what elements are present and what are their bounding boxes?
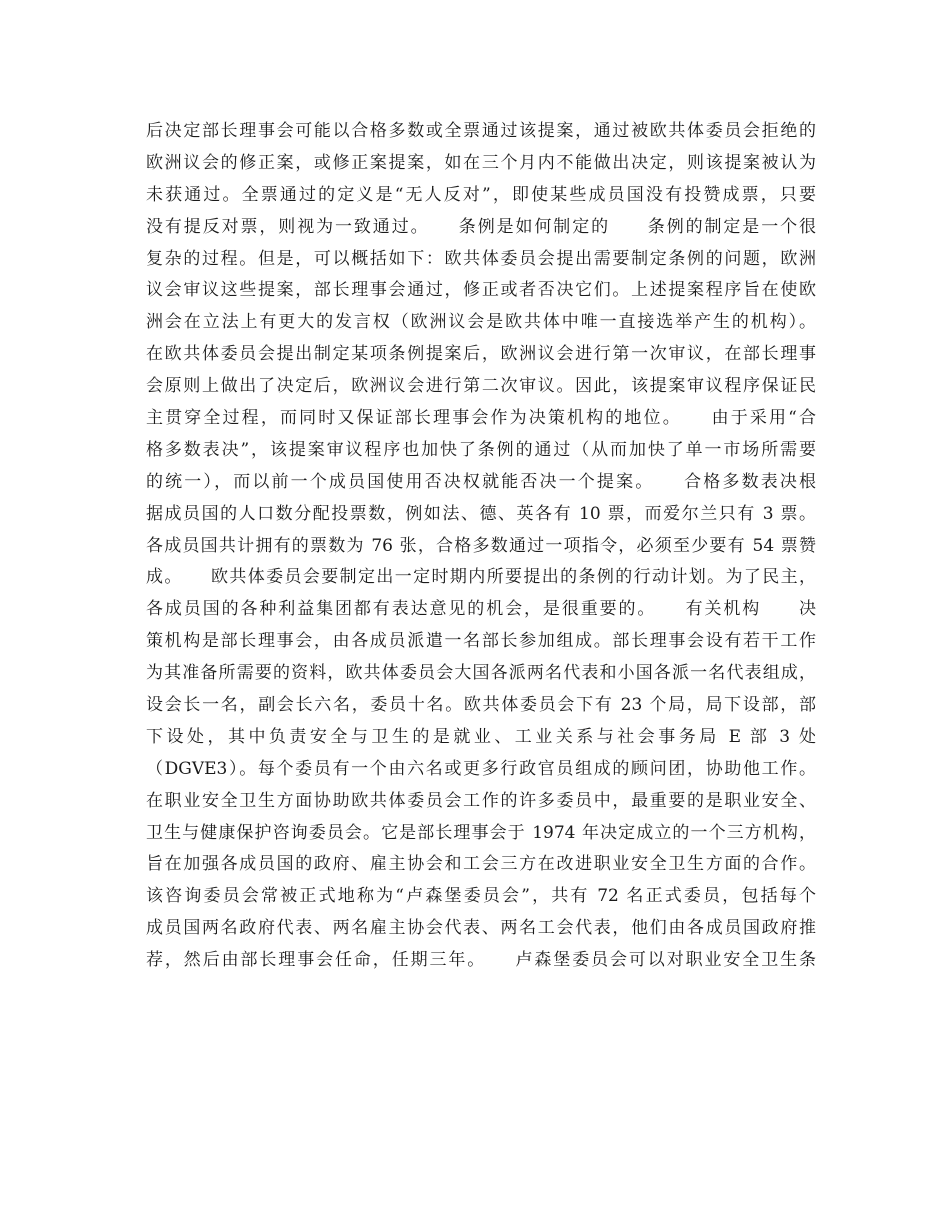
text-line: 成员国两名政府代表、两名雇主协会代表、两名工会代表，他们由各成员国政府推 [146,918,816,939]
text-line: 下设处，其中负责安全与卫生的是就业、工业关系与社会事务局 E 部 3 处 [146,726,816,747]
text-line: 复杂的过程。但是，可以概括如下：欧共体委员会提出需要制定条例的问题，欧洲 [146,248,816,269]
body-text [146,116,816,977]
text-line: 在欧共体委员会提出制定某项条例提案后，欧洲议会进行第一次审议，在部长理事 [146,344,816,365]
text-line: 会原则上做出了决定后，欧洲议会进行第二次审议。因此，该提案审议程序保证民 [146,376,816,397]
text-line: 欧洲议会的修正案，或修正案提案，如在三个月内不能做出决定，则该提案被认为 [146,152,816,173]
text-line: 该咨询委员会常被正式地称为“卢森堡委员会”，共有 72 名正式委员，包括每个 [146,886,816,907]
text-line: 主贯穿全过程，而同时又保证部长理事会作为决策机构的地位。 由于采用“合 [146,408,816,429]
text-line: 设会长一名，副会长六名，委员十名。欧共体委员会下有 23 个局，局下设部，部 [146,695,816,716]
text-line: 议会审议这些提案，部长理事会通过，修正或者否决它们。上述提案程序旨在使欧 [146,280,816,301]
text-line: 各成员国的各种利益集团都有表达意见的机会，是很重要的。 有关机构 决 [146,599,816,620]
text-line: 荐，然后由部长理事会任命，任期三年。 卢森堡委员会可以对职业安全卫生条 [146,950,816,971]
text-line: 卫生与健康保护咨询委员会。它是部长理事会于 1974 年决定成立的一个三方机构， [146,822,816,843]
text-line: 在职业安全卫生方面协助欧共体委员会工作的许多委员中，最重要的是职业安全、 [146,790,816,811]
text-line: 的统一），而以前一个成员国使用否决权就能否决一个提案。 合格多数表决根 [146,471,816,492]
text-line: 各成员国共计拥有的票数为 76 张，合格多数通过一项指令，必须至少要有 54 票赞 [146,535,816,556]
text-line: 后决定部长理事会可能以合格多数或全票通过该提案，通过被欧共体委员会拒绝的 [146,121,816,141]
text-line: 策机构是部长理事会，由各成员派遣一名部长参加组成。部长理事会设有若干工作 [146,631,816,652]
text-line: 成。 欧共体委员会要制定出一定时期内所要提出的条例的行动计划。为了民主， [146,567,816,588]
text-line: 为其准备所需要的资料，欧共体委员会大国各派两名代表和小国各派一名代表组成， [146,663,816,684]
text-line: 未获通过。全票通过的定义是“无人反对”，即使某些成员国没有投赞成票，只要 [146,184,816,205]
text-line: 没有提反对票，则视为一致通过。 条例是如何制定的 条例的制定是一个很 [146,216,816,237]
text-line: 旨在加强各成员国的政府、雇主协会和工会三方在改进职业安全卫生方面的合作。 [146,854,816,875]
text-line: 据成员国的人口数分配投票数，例如法、德、英各有 10 票，而爱尔兰只有 3 票。 [146,503,816,524]
text-line: 洲会在立法上有更大的发言权（欧洲议会是欧共体中唯一直接选举产生的机构）。 [146,312,816,333]
text-line: 格多数表决”，该提案审议程序也加快了条例的通过（从而加快了单一市场所需要 [146,439,816,460]
text-line: （DGVE3）。每个委员有一个由六名或更多行政官员组成的顾问团，协助他工作。 [146,758,816,779]
